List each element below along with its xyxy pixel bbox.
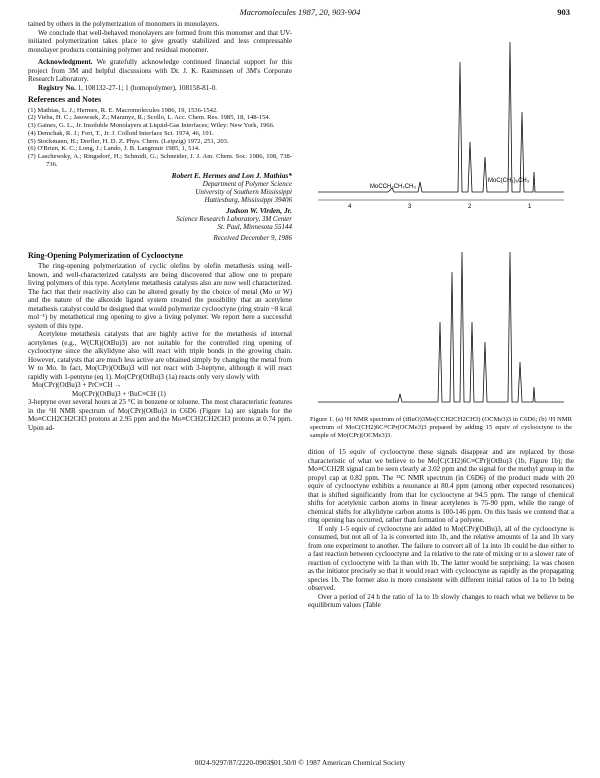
- page-number: 903: [557, 7, 570, 17]
- spectrum-a: [318, 42, 564, 192]
- author-block-2: [28, 207, 292, 242]
- author-names: Robert E. Hermes and Lon J. Mathias*: [171, 170, 292, 180]
- reference-item: (5) Stockmann, H.; Dorfler, H. D. Z. Phys. Chem. (Leipzig) 1972, 251, 203.: [28, 137, 229, 145]
- equation-1: [28, 381, 292, 398]
- received-date: Received December 9, 1986: [213, 233, 292, 242]
- equation-line: Mo(CPr)(OtBu)3 + ᵗBuC≡CH (1): [72, 389, 166, 398]
- reference-item: (7) Laschewsky, A.; Ringsdorf, H.; Schmidt, G.; Schneider, J. J. Am. Chem. Soc. 1986, 108, 738-736.: [28, 153, 292, 169]
- reference-item: (1) Mathias, L. J.; Hermes, R. E. Macromolecules 1986, 19, 1536-1542.: [28, 106, 218, 114]
- author-name: Judson W. Virden, Jr.: [226, 205, 292, 215]
- spectrum-a-label-a: MoCCH₂CH₂CH₃: [370, 184, 416, 190]
- spectrum-a-trace: [318, 42, 564, 192]
- acknowledgment: [28, 58, 292, 84]
- axis-tick-label: 3: [408, 204, 412, 210]
- article-paragraph: Acetylene metathesis catalysts that are highly active for the metathesis of internal acetylenes (e.g., W(CR)(OtBu)3) are not suitable for the controlled ring opening of cyclooctyne since the alkylidyne also will react with triple bonds in the growing chain. However, catalysts that are much less active are obtained simply by changing the metal from W to Mo. In fact, Mo(CPr)(OtBu)3 will not react with 3-heptyne, although it will react rapidly with 1-pentyne (eq 1). Mo(CPr)(OtBu)3 (1a) reacts only very slowly with: [28, 330, 292, 381]
- reference-item: (6) O'Brien, K. C.; Long, J.; Lando, J. B. Langmuir 1985, 1, 514.: [28, 145, 200, 153]
- nmr-spectra: [308, 22, 574, 412]
- equation-line: Mo(CPr)(OtBu)3 + PrC≡CH →: [32, 381, 122, 390]
- figure-caption: Figure 1. (a) ¹H NMR spectrum of (tBuO)3Mo(CCH2CH2CH3) (OCMe3)3 in C6D6; (b) ¹H NMR spectrum of MoC(CH2)6C≡CPr(OCMe3)3 prepared by adding 15 equiv of cyclooctyne to the sample of Mo(CPr)(OCMe3)3.: [310, 416, 572, 439]
- article-title: Ring-Opening Polymerization of Cyclooctyne: [28, 250, 183, 260]
- continued-paragraph: tained by others in the polymerization of monomers in monolayers.: [28, 20, 220, 28]
- spectrum-b: [318, 252, 564, 402]
- affiliation-line: Science Research Laboratory, 3M Center: [176, 214, 292, 223]
- acknowledgment-text: We gratefully acknowledge continued financial support for this project from 3M and helpful discussions with Dr. J. K. Rasmussen of 3M's Corporate Research Laboratory.: [28, 58, 292, 83]
- acknowledgment-heading: Acknowledgment.: [38, 58, 93, 66]
- article-paragraph: The ring-opening polymerization of cyclic olefins by olefin metathesis using well-known, and well-characterized catalysts are being discovered that allow one to prepare living polymers of this type. Acetylene metathesis catalysts also are now well characterized. The fact that their reactivity also can be altered greatly by the choice of metal (Mo or W) and the nature of the alkoxide ligand system created the possibility that an acetylene metathesis catalyst could be designed that would polymerize cyclooctyne (ring strain ~8 kcal mol⁻¹) by metathetical ring opening to give a living polymer. We report here a successful system of this type.: [28, 262, 292, 330]
- copyright-footer: 0024-9297/87/2220-0903$01.50/0 © 1987 American Chemical Society: [194, 758, 406, 767]
- article-paragraph: If only 1-5 equiv of cyclooctyne are added to Mo(CPr)(OtBu)3, all of the cyclooctyne is consumed, but not all of 1a is converted into 1b, and the relative amounts of 1a and 1b vary from one experiment to another. The failure to convert all of 1a into 1b could be due either to a fast reaction between cyclooctyne and 1a relative to the rate of mixing or to a slower rate of reaction of cyclooctyne with 1a than with 1b. The latter would be surprising; 1a was chosen as the initiator precisely so that it would react with cyclooctyne as rapidly as the propagating species 1b. The former also is more consistent with different initial ratios of 1a to 1b being observed.: [308, 524, 574, 592]
- spectrum-b-trace: [318, 252, 564, 402]
- affiliation-line: Hattiesburg, Mississippi 39406: [204, 195, 292, 204]
- affiliation-line: University of Southern Mississippi: [195, 187, 292, 196]
- author-block-1: [28, 172, 292, 204]
- reference-item: (4) Demchak, R. J.; Fort, T., Jr. J. Colloid Interface Sci. 1974, 46, 191.: [28, 129, 214, 137]
- left-column: [28, 20, 292, 432]
- registry-heading: Registry No.: [38, 83, 76, 92]
- journal-header: Macromolecules 1987, 20, 903-904: [239, 7, 361, 17]
- registry-text: 1, 108132-27-1; 1 (homopolymer), 108158-81-0.: [75, 83, 217, 92]
- affiliation-line: St. Paul, Minnesota 55144: [217, 222, 292, 231]
- axis-tick-label: 2: [468, 204, 472, 210]
- axis-tick-label: 4: [348, 204, 352, 210]
- registry: [28, 84, 292, 93]
- reference-list: [28, 107, 292, 169]
- spectrum-a-label-b: MoC(CH₂)₆CH₃: [488, 178, 530, 184]
- article-paragraph: dition of 15 equiv of cyclooctyne these signals disappear and are replaced by those characteristic of what we believe to be Mo[C(CH2)6C≡CPr](OtBu)3 (1b, Figure 1b); the Mo≡CCH2R signal can be seen clearly at 3.02 ppm and the signal for the methyl group in the propyl cap at 0.82 ppm. The ¹³C NMR spectrum (in C6D6) of the product made with 20 equiv of cyclooctyne exhibits a resonance at 80.4 ppm (among other expected resonances) that is shifted significantly from that for cyclooctyne at 94.5 ppm. The range of chemical shifts for acetylenic carbon atoms in linear acetylenes is 75-90 ppm, while the range of chemical shifts for alkylidyne carbon atoms is 100-146 ppm. On this basis we contend that a ring opening has occurred, rather than formation of a polyene.: [308, 448, 574, 524]
- affiliation-line: Department of Polymer Science: [202, 179, 292, 188]
- right-column: [308, 448, 574, 610]
- conclusion-paragraph: We conclude that well-behaved monolayers are formed from this monomer and that UV-initiated polymerization takes place to give greatly stabilized and less compressable monolayer products containing polymer and residual monomer.: [28, 28, 292, 54]
- reference-item: (2) Vieba, H. C.; Jasowsek, Z.; Maranyz, R.; Scollo, L. Acc. Chem. Res. 1985, 18, 148-154.: [28, 114, 271, 122]
- axis-tick-label: 1: [528, 204, 532, 210]
- article-paragraph: Over a period of 24 h the ratio of 1a to 1b slowly changes to reach what we believe to be equilibrium values (Table: [308, 592, 574, 609]
- reference-item: (3) Gaines, G. L., Jr. Insoluble Monolayers at Liquid-Gas Interfaces; Wiley: New York, 1966.: [28, 122, 275, 130]
- article-paragraph: 3-heptyne over several hours at 25 °C in benzene or toluene. The most characteristic features in the ¹H NMR spectrum of Mo(CPr)(OtBu)3 in C6D6 (Figure 1a) are signals for the Mo≡CCH2CH2CH3 protons at 2.95 ppm and the Mo≡CCH2CH2CH3 protons at 0.74 ppm. Upon ad-: [28, 398, 292, 432]
- nmr-figure: [308, 22, 574, 439]
- references-heading: References and Notes: [28, 95, 102, 104]
